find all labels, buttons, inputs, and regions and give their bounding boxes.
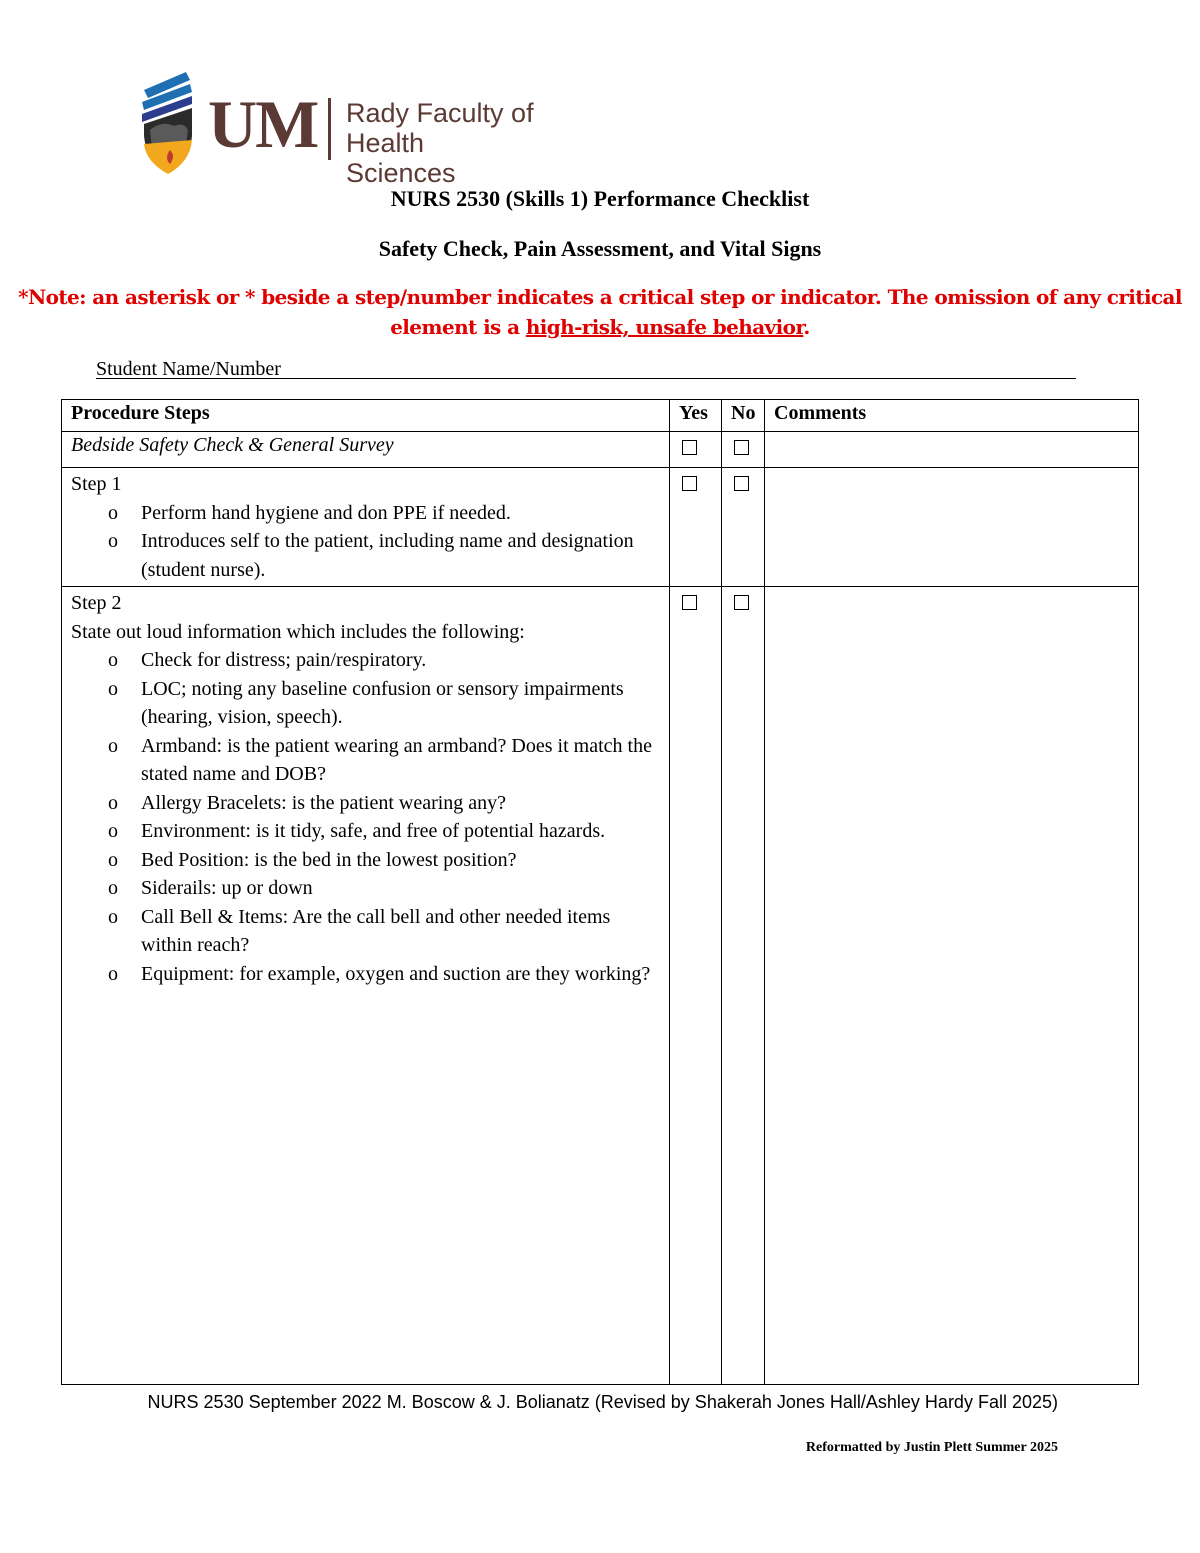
note-text: *Note: an asterisk or * beside a step/number indicates a critical step or indicator. The omission of any critical element is a bbox=[18, 285, 1182, 339]
list-item-text: Environment: is it tidy, safe, and free of potential hazards. bbox=[141, 820, 606, 842]
list-item bbox=[71, 527, 660, 584]
section-title: Bedside Safety Check & General Survey bbox=[62, 432, 670, 468]
step1-list bbox=[71, 499, 660, 585]
list-item-text: Introduces self to the patient, including name and designation (student nurse). bbox=[141, 530, 634, 581]
logo-line-1: Rady Faculty of bbox=[346, 98, 534, 128]
yes-checkbox[interactable] bbox=[682, 595, 697, 610]
logo-divider bbox=[328, 98, 331, 160]
list-item bbox=[71, 732, 660, 789]
um-shield-icon bbox=[140, 72, 196, 178]
university-logo bbox=[140, 68, 540, 188]
step2-label: Step 2 bbox=[71, 592, 122, 614]
page-title: NURS 2530 (Skills 1) Performance Checklist bbox=[390, 186, 810, 211]
list-item-text: Equipment: for example, oxygen and suction are they working? bbox=[141, 962, 651, 985]
no-checkbox[interactable] bbox=[734, 440, 749, 455]
logo-line-2: Health Sciences bbox=[346, 128, 456, 188]
bullet-icon: o bbox=[108, 962, 118, 985]
list-item bbox=[71, 874, 660, 903]
list-item bbox=[71, 675, 660, 732]
performance-checklist-table bbox=[61, 399, 1139, 1385]
list-item-text: LOC; noting any baseline confusion or sensory impairments (hearing, vision, speech). bbox=[141, 677, 624, 728]
page-subtitle: Safety Check, Pain Assessment, and Vital Signs bbox=[378, 236, 822, 261]
yes-checkbox[interactable] bbox=[682, 440, 697, 455]
note-end: . bbox=[803, 315, 810, 339]
list-item-text: Perform hand hygiene and don PPE if needed. bbox=[141, 501, 511, 524]
section-row bbox=[62, 432, 1139, 468]
footer-reformatted: Reformatted by Justin Plett Summer 2025 bbox=[805, 1440, 1058, 1455]
section-no-cell bbox=[722, 432, 765, 468]
list-item bbox=[71, 499, 660, 528]
header-comments: Comments bbox=[765, 400, 1139, 432]
list-item bbox=[71, 817, 660, 846]
step2-cell bbox=[62, 587, 670, 1385]
step2-yes-cell bbox=[670, 587, 722, 1385]
step2-list bbox=[71, 646, 660, 988]
section-yes-cell bbox=[670, 432, 722, 468]
student-name-label: Student Name/Number bbox=[96, 358, 281, 380]
section-comments-cell[interactable] bbox=[765, 432, 1139, 468]
bullet-icon: o bbox=[108, 848, 118, 871]
note-emphasis: high-risk, unsafe behavior bbox=[525, 315, 804, 339]
header-procedure-steps: Procedure Steps bbox=[62, 400, 670, 432]
bullet-icon: o bbox=[108, 791, 118, 814]
step2-intro: State out loud information which includes the following: bbox=[71, 620, 525, 643]
list-item bbox=[71, 846, 660, 875]
no-checkbox[interactable] bbox=[734, 595, 749, 610]
no-checkbox[interactable] bbox=[734, 476, 749, 491]
bullet-icon: o bbox=[108, 501, 118, 524]
bullet-icon: o bbox=[108, 649, 118, 671]
table-header-row bbox=[62, 400, 1139, 432]
logo-faculty-name bbox=[346, 98, 540, 188]
student-name-field[interactable] bbox=[96, 378, 1076, 379]
list-item-text: Check for distress; pain/respiratory. bbox=[141, 649, 427, 671]
step1-yes-cell bbox=[670, 468, 722, 587]
list-item bbox=[71, 789, 660, 818]
bullet-icon: o bbox=[108, 677, 118, 700]
header-no: No bbox=[722, 400, 765, 432]
bullet-icon: o bbox=[108, 905, 118, 928]
critical-step-note bbox=[0, 282, 1200, 342]
list-item bbox=[71, 646, 660, 675]
list-item-text: Siderails: up or down bbox=[141, 877, 313, 899]
step1-cell bbox=[62, 468, 670, 587]
step2-no-cell bbox=[722, 587, 765, 1385]
footer-credits: NURS 2530 September 2022 M. Boscow & J. Bolianatz (Revised by Shakerah Jones Hall/Ashley Hardy Fall 2025) bbox=[147, 1392, 1058, 1412]
list-item bbox=[71, 903, 660, 960]
step1-label: Step 1 bbox=[71, 473, 122, 495]
list-item-text: Allergy Bracelets: is the patient wearing any? bbox=[141, 791, 507, 814]
yes-checkbox[interactable] bbox=[682, 476, 697, 491]
bullet-icon: o bbox=[108, 877, 118, 899]
step1-comments-cell[interactable] bbox=[765, 468, 1139, 587]
bullet-icon: o bbox=[108, 530, 118, 552]
step2-comments-cell[interactable] bbox=[765, 587, 1139, 1385]
bullet-icon: o bbox=[108, 734, 118, 757]
step1-no-cell bbox=[722, 468, 765, 587]
logo-um-text: UM bbox=[208, 86, 318, 162]
list-item-text: Bed Position: is the bed in the lowest position? bbox=[141, 848, 517, 871]
list-item-text: Armband: is the patient wearing an armband? Does it match the stated name and DOB? bbox=[141, 734, 652, 785]
header-yes: Yes bbox=[670, 400, 722, 432]
table-row bbox=[62, 468, 1139, 587]
bullet-icon: o bbox=[108, 820, 118, 842]
list-item bbox=[71, 960, 660, 989]
table-row bbox=[62, 587, 1139, 1385]
list-item-text: Call Bell & Items: Are the call bell and other needed items within reach? bbox=[141, 905, 611, 956]
